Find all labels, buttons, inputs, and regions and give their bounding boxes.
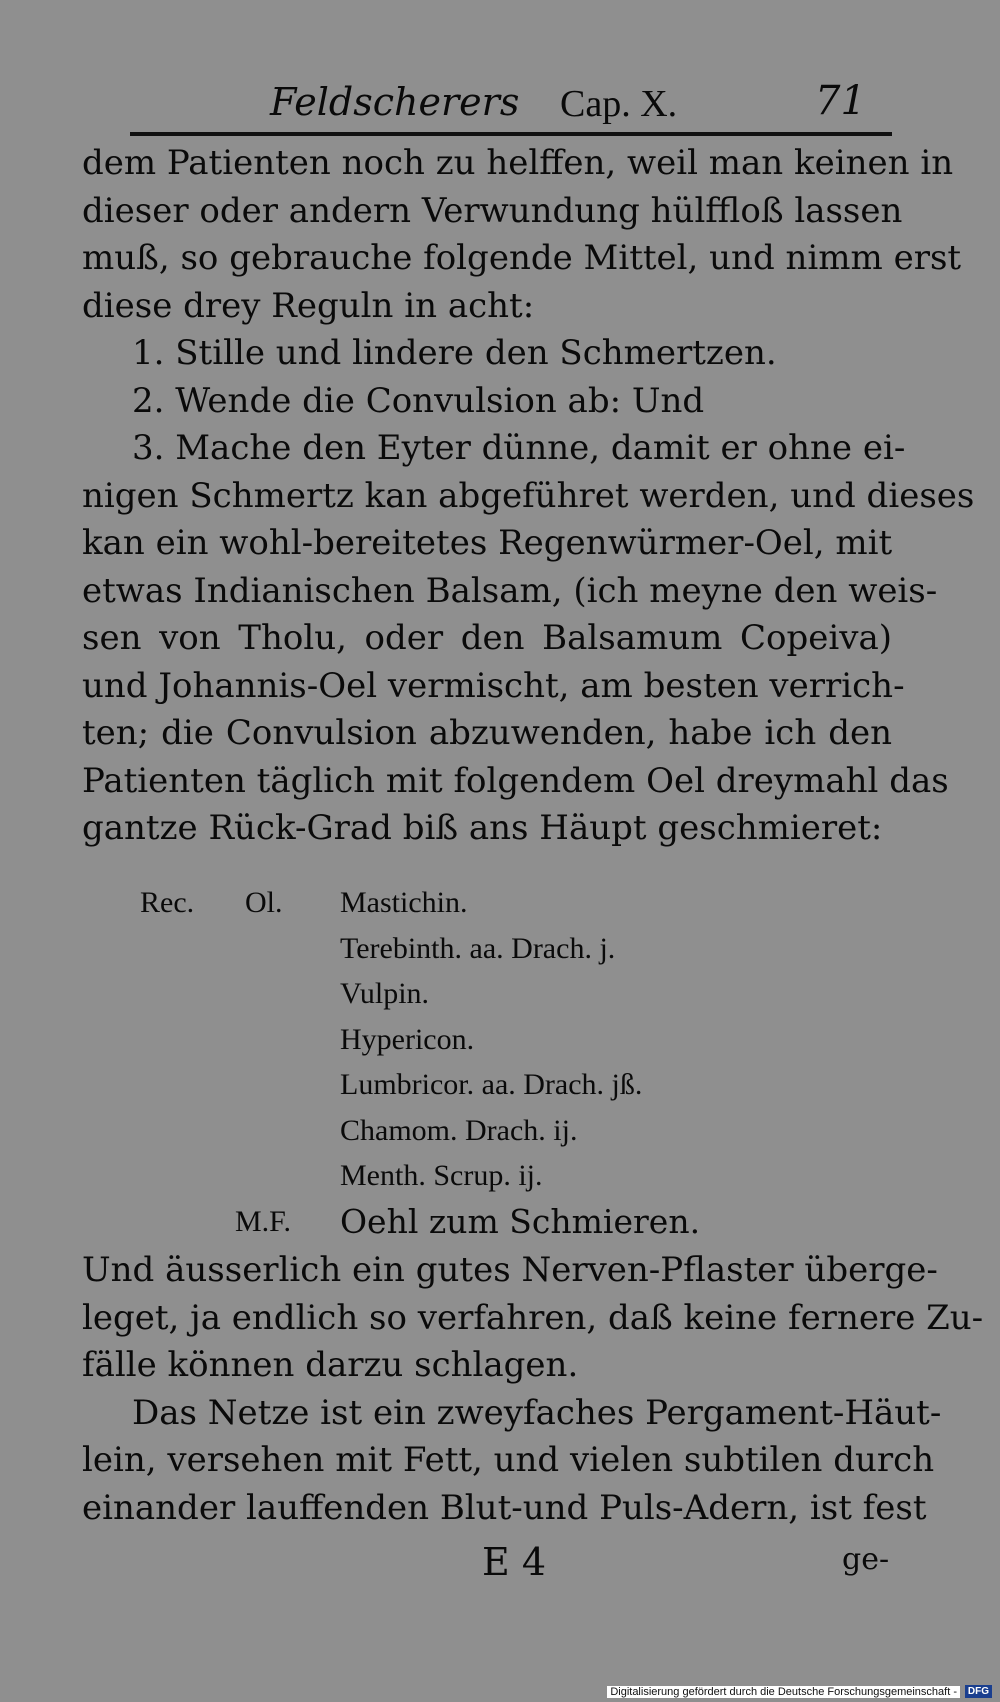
- text-line: leget, ja endlich so verfahren, daß keine fernere Zu-: [82, 1297, 984, 1338]
- text-line: etwas Indianischen Balsam, (ich meyne den weis-: [82, 570, 938, 611]
- recipe-line: [140, 880, 840, 926]
- text-line: und Johannis-Oel vermischt, am besten verrich-: [82, 665, 905, 706]
- recipe-ingredient: Vulpin.: [340, 977, 430, 1010]
- text-line: einander lauffenden Blut-und Puls-Adern, ist fest: [82, 1487, 927, 1528]
- recipe-ingredient: Lumbricor. aa. Drach. jß.: [340, 1068, 643, 1101]
- chapter-label: Cap. X.: [560, 83, 678, 125]
- text-line: fälle können darzu schlagen.: [82, 1345, 579, 1385]
- text-line: Und äusserlich ein gutes Nerven-Pflaster überge-: [82, 1250, 938, 1290]
- text-line: 3. Mache den Eyter dünne, damit er ohne ei-: [132, 428, 906, 468]
- page-number: 71: [815, 78, 866, 124]
- catchword: ge-: [842, 1542, 890, 1577]
- text-line: lein, versehen mit Fett, und vielen subtilen durch: [82, 1440, 935, 1480]
- recipe-ol: Ol.: [245, 886, 283, 919]
- text-line: gantze Rück-Grad biß ans Häupt geschmieret:: [82, 808, 883, 848]
- main-text: [82, 140, 975, 853]
- text-line: diese drey Reguln in acht:: [82, 285, 535, 326]
- recipe-ingredient: Menth. Scrup. ij.: [340, 1159, 543, 1192]
- rule-item: 1. Stille und lindere den Schmertzen.: [132, 333, 777, 373]
- text-line: kan ein wohl-bereitetes Regenwürmer-Oel, mit: [82, 523, 893, 563]
- recipe-line: [140, 1199, 840, 1245]
- text-line: nigen Schmertz kan abgeführet werden, und dieses: [82, 475, 975, 516]
- recipe-rec: Rec.: [140, 886, 195, 919]
- recipe-mf: M.F.: [235, 1204, 291, 1238]
- header-rule: [130, 132, 892, 136]
- recipe-line: [140, 1108, 840, 1154]
- text-line: muß, so gebrauche folgende Mittel, und nimm erst: [82, 238, 962, 278]
- text-line: ten; die Convulsion abzuwenden, habe ich den: [82, 713, 892, 753]
- text-line: dieser oder andern Verwundung hülffloß lassen: [82, 190, 903, 231]
- page-footer: [82, 1540, 892, 1590]
- recipe-block: [140, 880, 840, 1244]
- text-line: Das Netze ist ein zweyfaches Pergament-Häut-: [132, 1392, 942, 1433]
- main-text-continued: [82, 1247, 984, 1532]
- recipe-ingredient: Mastichin.: [340, 886, 468, 919]
- rule-item: 2. Wende die Convulsion ab: Und: [132, 380, 705, 421]
- running-title: Feldscherers: [270, 80, 520, 124]
- recipe-line: [140, 1153, 840, 1199]
- recipe-line: [140, 926, 840, 972]
- recipe-line: [140, 1017, 840, 1063]
- recipe-ingredient: Chamom. Drach. ij.: [340, 1113, 578, 1147]
- text-line: Patienten täglich mit folgendem Oel dreymahl das: [82, 760, 949, 801]
- signature-mark: E 4: [482, 1540, 546, 1584]
- dfg-logo: DFG: [965, 1685, 992, 1698]
- text-line: sen von Tholu, oder den Balsamum Copeiva): [82, 618, 892, 658]
- recipe-line: [140, 1062, 840, 1108]
- page-header: [270, 72, 890, 132]
- recipe-mf-text: Oehl zum Schmieren.: [340, 1201, 701, 1241]
- text-line: dem Patienten noch zu helffen, weil man keinen in: [82, 143, 954, 183]
- digitization-credit: Digitalisierung gefördert durch die Deutsche Forschungsgemeinschaft -: [607, 1686, 960, 1698]
- recipe-ingredient: Terebinth. aa. Drach. j.: [340, 931, 616, 965]
- recipe-line: [140, 971, 840, 1017]
- recipe-ingredient: Hypericon.: [340, 1022, 475, 1056]
